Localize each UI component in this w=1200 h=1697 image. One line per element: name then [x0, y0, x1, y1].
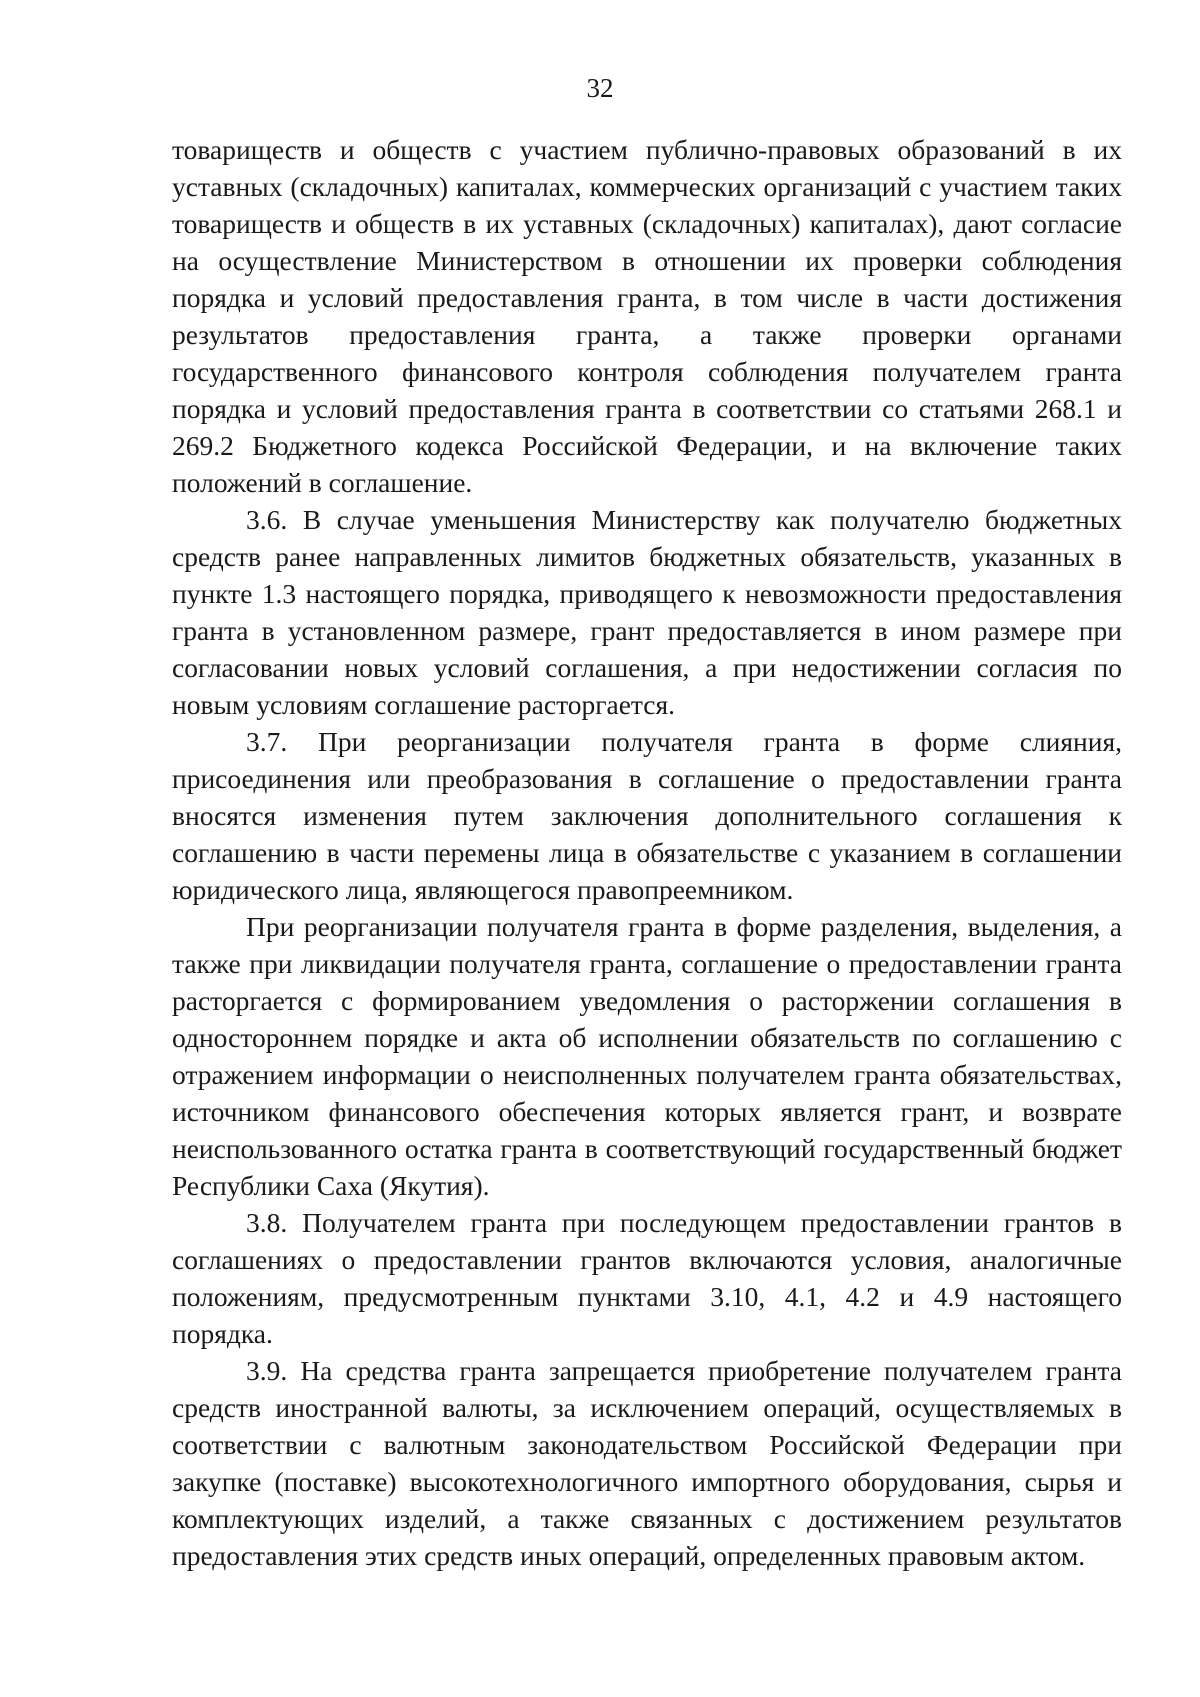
paragraph-3-7-reorganization: При реорганизации получателя гранта в форме разделения, выделения, а также при ликвидации получателя гранта, соглашение о предоставлении гранта расторгается с формированием уведомления о расторжении соглашения в одностороннем порядке и акта об исполнении обязательств по соглашению с отражением информации о неисполненных получателем гранта обязательствах, источником финансового обеспечения которых является грант, и возврате неиспользованного остатка гранта в соответствующий государственный бюджет Республики Саха (Якутия).	[172, 911, 1122, 1201]
paragraph-3-7: 3.7. При реорганизации получателя гранта в форме слияния, присоединения или преобразования в соглашение о предоставлении гранта вносятся изменения путем заключения дополнительного соглашения к соглашению в части перемены лица в обязательстве с указанием в соглашении юридического лица, являющегося правопреемником.	[172, 726, 1122, 905]
paragraph-3-6: 3.6. В случае уменьшения Министерству как получателю бюджетных средств ранее направленных лимитов бюджетных обязательств, указанных в пункте 1.3 настоящего порядка, приводящего к невозможности предоставления гранта в установленном размере, грант предоставляется в ином размере при согласовании новых условий соглашения, а при недостижении согласия по новым условиям соглашение расторгается.	[172, 504, 1122, 720]
paragraph-continuation: товариществ и обществ с участием публично-правовых образований в их уставных (складочных) капиталах, коммерческих организаций с участием таких товариществ и обществ в их уставных (складочных) капиталах), дают согласие на осуществление Министерством в отношении их проверки соблюдения порядка и условий предоставления гранта, в том числе в части достижения результатов предоставления гранта, а также проверки органами государственного финансового контроля соблюдения получателем гранта порядка и условий предоставления гранта в соответствии со статьями 268.1 и 269.2 Бюджетного кодекса Российской Федерации, и на включение таких положений в соглашение.	[172, 134, 1122, 498]
paragraph-3-9: 3.9. На средства гранта запрещается приобретение получателем гранта средств иностранной валюты, за исключением операций, осуществляемых в соответствии с валютным законодательством Российской Федерации при закупке (поставке) высокотехнологичного импортного оборудования, сырья и комплектующих изделий, а также связанных с достижением результатов предоставления этих средств иных операций, определенных правовым актом.	[172, 1355, 1122, 1571]
paragraph-3-8: 3.8. Получателем гранта при последующем предоставлении грантов в соглашениях о предоставлении грантов включаются условия, аналогичные положениям, предусмотренным пунктами 3.10, 4.1, 4.2 и 4.9 настоящего порядка.	[172, 1207, 1122, 1349]
page-number: 32	[586, 73, 614, 103]
document-body	[172, 131, 1122, 1574]
